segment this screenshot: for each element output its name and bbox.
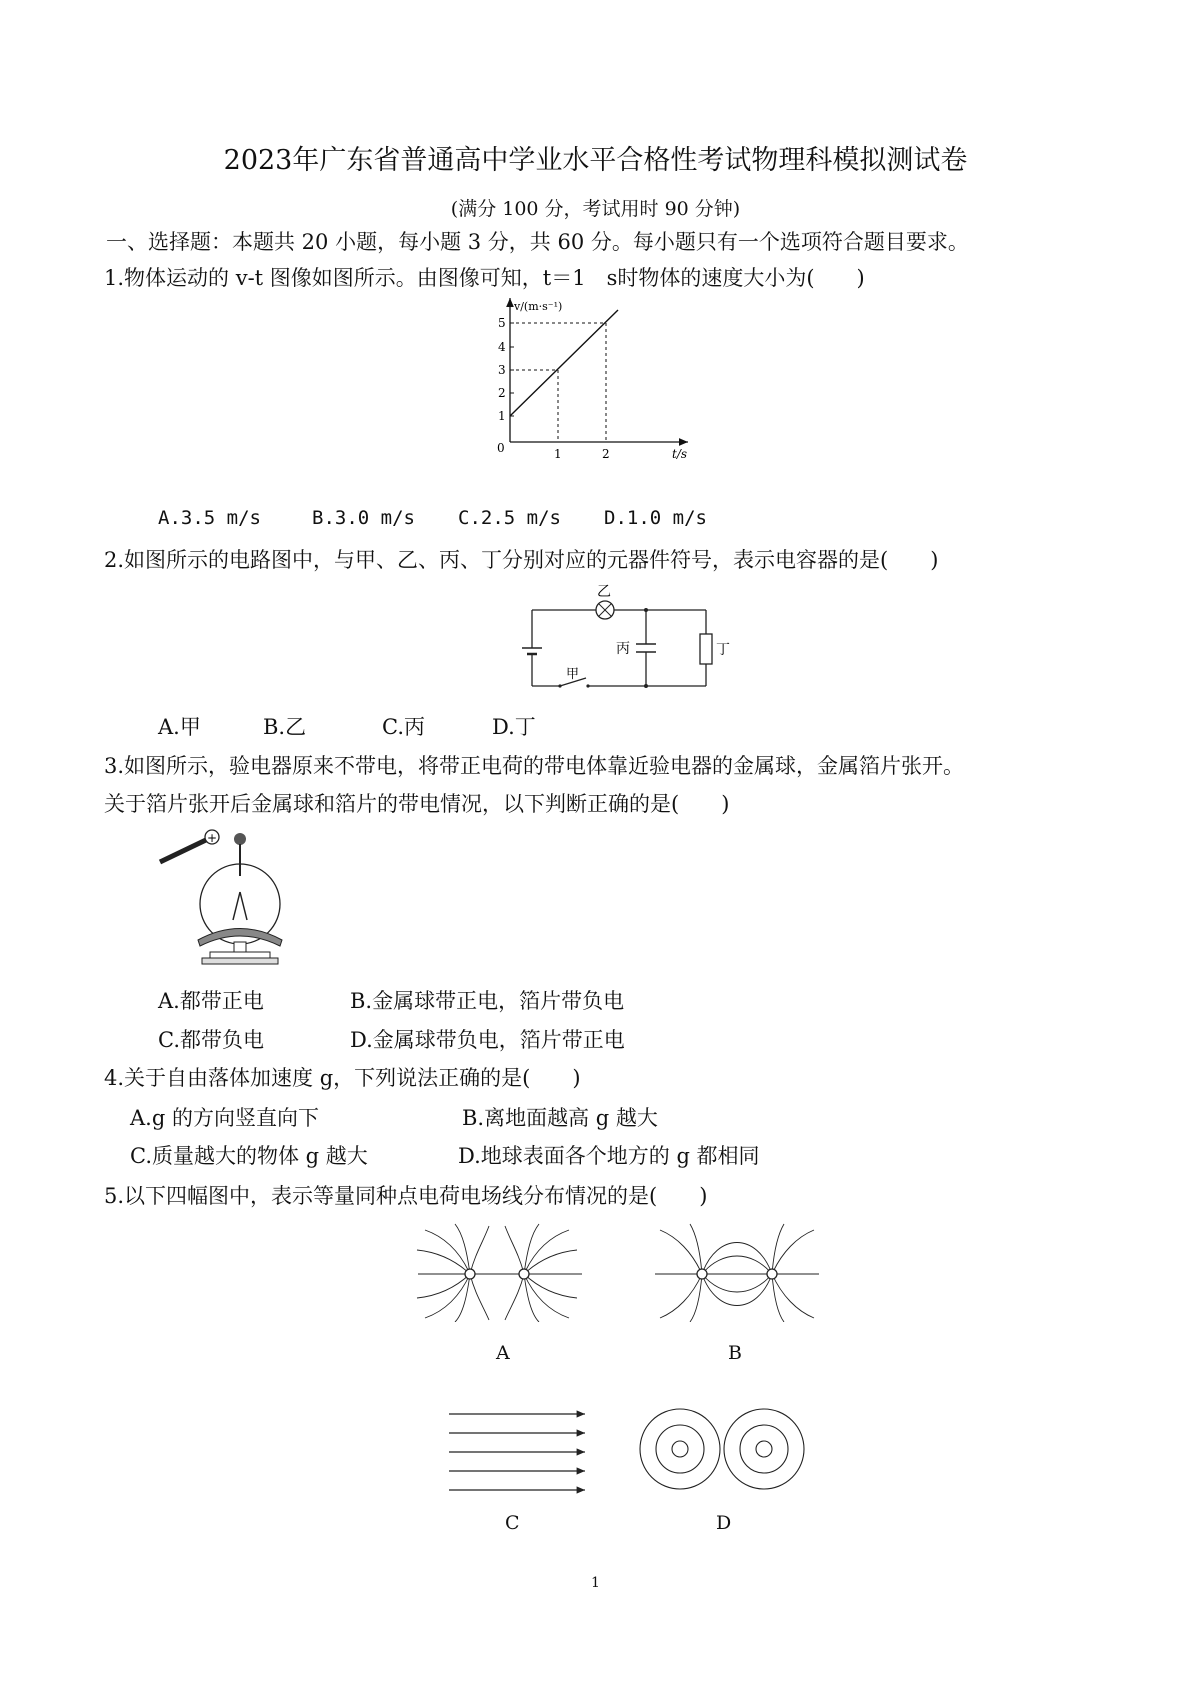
q1-vt-graph [480, 292, 700, 464]
q5-figure-d [638, 1402, 808, 1496]
q3-electroscope-diagram [150, 822, 300, 967]
page-number: 1 [591, 1575, 600, 1591]
q2-option-c[interactable]: C.丙 [382, 715, 425, 739]
q2-option-b[interactable]: B.乙 [263, 715, 307, 739]
q1-ytick: 1 [498, 409, 506, 423]
q1-stem: 1.物体运动的 v-t 图像如图所示。由图像可知，t＝1 s时物体的速度大小为( ) [104, 266, 865, 290]
metal-ball-icon [234, 833, 246, 845]
q3-option-a[interactable]: A.都带正电 [158, 989, 264, 1013]
plus-sign: + [207, 831, 218, 845]
q5-figure-b [652, 1222, 822, 1322]
q1-option-c[interactable]: C.2.5 m/s [458, 507, 561, 529]
q5-label-c: C [505, 1512, 520, 1534]
charged-rod-icon [160, 839, 208, 862]
page-subtitle: (满分 100 分，考试用时 90 分钟) [450, 198, 741, 220]
q1-option-d[interactable]: D.1.0 m/s [604, 507, 707, 529]
q4-option-d[interactable]: D.地球表面各个地方的 g 都相同 [458, 1144, 760, 1168]
q5-label-b: B [728, 1342, 742, 1364]
q2-option-d[interactable]: D.丁 [492, 715, 536, 739]
q3-option-b[interactable]: B.金属球带正电，箔片带负电 [350, 989, 625, 1013]
resistor-icon [700, 634, 712, 664]
q5-label-a: A [496, 1342, 510, 1364]
q1-option-b[interactable]: B.3.0 m/s [312, 507, 415, 529]
q1-velocity-line [510, 310, 618, 416]
q1-ytick: 3 [498, 363, 506, 377]
q2-option-a[interactable]: A.甲 [158, 715, 201, 739]
q5-label-d: D [716, 1512, 732, 1534]
q3-stem-line2: 关于箔片张开后金属球和箔片的带电情况，以下判断正确的是( ) [104, 792, 730, 816]
q5-stem: 5.以下四幅图中，表示等量同种点电荷电场线分布情况的是( ) [104, 1184, 708, 1208]
q4-stem: 4.关于自由落体加速度 g，下列说法正确的是( ) [104, 1066, 581, 1090]
q2-stem: 2.如图所示的电路图中，与甲、乙、丙、丁分别对应的元器件符号，表示电容器的是( ) [104, 548, 939, 572]
q4-option-c[interactable]: C.质量越大的物体 g 越大 [130, 1144, 368, 1168]
q1-option-a[interactable]: A.3.5 m/s [158, 507, 261, 529]
q3-option-c[interactable]: C.都带负电 [158, 1028, 264, 1052]
q4-option-a[interactable]: A.g 的方向竖直向下 [130, 1106, 319, 1130]
q1-ytick: 2 [498, 386, 506, 400]
label-jia: 甲 [566, 667, 580, 682]
q1-xlabel: t/s [672, 447, 688, 461]
label-yi: 乙 [597, 584, 611, 600]
q1-ytick: 5 [498, 316, 506, 330]
label-ding: 丁 [716, 642, 730, 658]
q4-option-b[interactable]: B.离地面越高 g 越大 [462, 1106, 658, 1130]
q1-xtick: 1 [554, 447, 562, 461]
q2-circuit-diagram [520, 582, 750, 694]
q1-ytick: 4 [498, 340, 506, 354]
section-heading: 一、选择题：本题共 20 小题，每小题 3 分，共 60 分。每小题只有一个选项符合题目要求。 [106, 230, 969, 254]
page-title: 2023年广东省普通高中学业水平合格性考试物理科模拟测试卷 [223, 145, 968, 176]
q1-origin: 0 [497, 441, 505, 455]
foil-leaf-icon [233, 892, 240, 920]
q3-stem-line1: 3.如图所示，验电器原来不带电，将带正电荷的带电体靠近验电器的金属球，金属箔片张开。 [104, 754, 965, 778]
q5-figure-a [415, 1222, 585, 1322]
q5-figure-c [445, 1402, 590, 1496]
q1-ylabel: v/(m·s⁻¹) [514, 300, 563, 313]
label-bing: 丙 [616, 641, 630, 657]
q1-xtick: 2 [602, 447, 610, 461]
q3-option-d[interactable]: D.金属球带负电，箔片带正电 [350, 1028, 625, 1052]
